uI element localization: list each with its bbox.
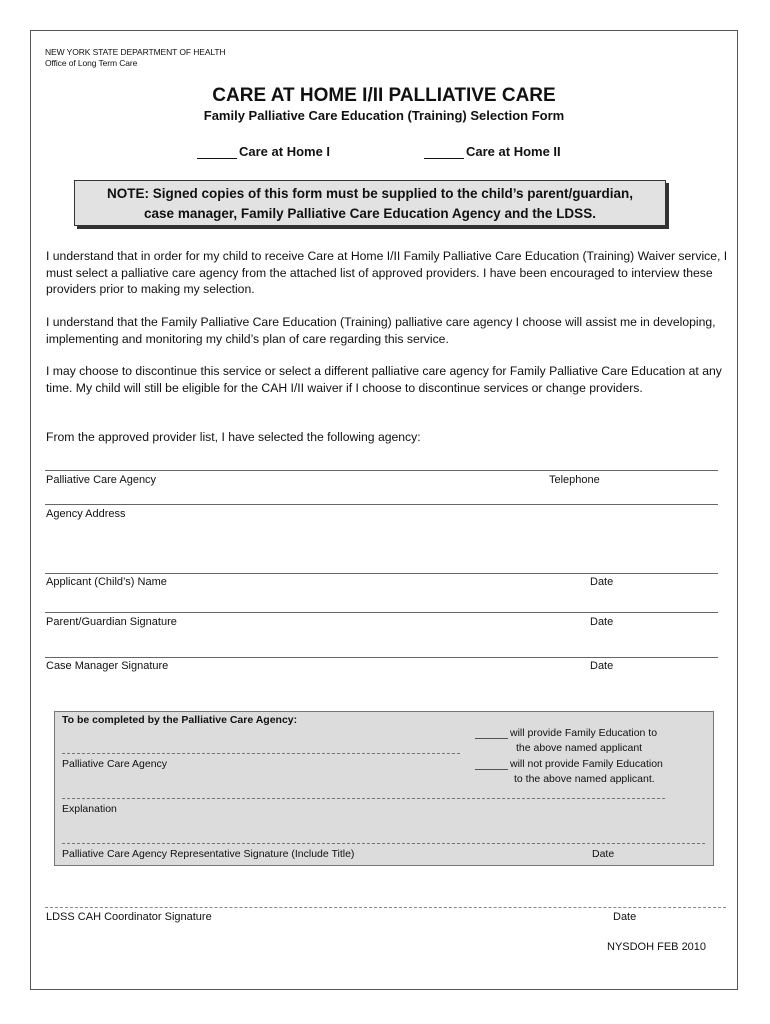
will-not-provide-option[interactable]: will not provide Family Education: [475, 758, 663, 770]
office-name: Office of Long Term Care: [45, 58, 138, 68]
form-id: NYSDOH FEB 2010: [607, 941, 707, 953]
option-care-at-home-1[interactable]: Care at Home I: [197, 144, 330, 159]
checkbox-blank[interactable]: [197, 146, 237, 159]
will-provide-line-2: the above named applicant: [516, 742, 643, 754]
case-manager-signature-line[interactable]: [45, 657, 718, 658]
date-label-3: Date: [590, 660, 614, 672]
box-date-label: Date: [592, 848, 615, 860]
checkbox-blank[interactable]: [475, 728, 508, 739]
date-label-2: Date: [590, 616, 614, 628]
case-manager-signature-label: Case Manager Signature: [46, 660, 169, 672]
rep-signature-label: Palliative Care Agency Representative Signature (Include Title): [62, 848, 355, 860]
paragraph-1: I understand that in order for my child to receive Care at Home I/II Family Palliative Care Education (Training) Waiver service, I must select a palliative care agency from the attached list of approved providers. I have been encouraged to interview these providers prior to making my selection.: [46, 249, 728, 296]
agency-line[interactable]: [45, 470, 718, 471]
box-agency-line[interactable]: [62, 753, 460, 754]
agency-label: Palliative Care Agency: [46, 474, 157, 486]
agency-box-heading: To be completed by the Palliative Care Agency:: [62, 714, 298, 726]
checkbox-blank[interactable]: [475, 759, 508, 770]
box-agency-label: Palliative Care Agency: [62, 758, 168, 770]
page-title: CARE AT HOME I/II PALLIATIVE CARE: [212, 85, 556, 106]
form-subtitle: Family Palliative Care Education (Training) Selection Form: [203, 108, 565, 123]
paragraph-3: I may choose to discontinue this service or select a different palliative care agency for Family Palliative Care Education at any time. My child will still be eligible for the CAH I/II waiver if I choose to discontinue services or change providers.: [46, 364, 722, 395]
will-not-provide-line-2: to the above named applicant.: [514, 773, 655, 785]
parent-signature-label: Parent/Guardian Signature: [46, 616, 177, 628]
child-name-label: Applicant (Child’s) Name: [46, 576, 167, 588]
note-line-2: case manager, Family Palliative Care Education Agency and the LDSS.: [144, 206, 596, 221]
checkbox-blank[interactable]: [424, 146, 464, 159]
paragraph-2: I understand that the Family Palliative Care Education (Training) palliative care agency I choose will assist me in developing, implementing and monitoring my child’s plan of care regarding this service.: [46, 315, 716, 346]
explanation-line[interactable]: [62, 798, 665, 799]
date-label-1: Date: [590, 576, 614, 588]
telephone-label: Telephone: [549, 474, 600, 486]
child-name-line[interactable]: [45, 573, 718, 574]
rep-signature-line[interactable]: [62, 843, 705, 844]
option-care-at-home-2[interactable]: Care at Home II: [424, 144, 561, 159]
form-page: [30, 30, 738, 990]
ldss-signature-label: LDSS CAH Coordinator Signature: [46, 911, 212, 923]
department-name: NEW YORK STATE DEPARTMENT OF HEALTH: [45, 47, 226, 57]
ldss-signature-line[interactable]: [45, 907, 726, 908]
will-provide-option[interactable]: will provide Family Education to: [475, 727, 657, 739]
note-box: [74, 180, 666, 226]
parent-signature-line[interactable]: [45, 612, 718, 613]
explanation-label: Explanation: [62, 803, 117, 815]
note-line-1: NOTE: Signed copies of this form must be supplied to the child’s parent/guardian,: [106, 186, 634, 201]
agency-completion-box: [54, 711, 714, 866]
paragraph-4: From the approved provider list, I have selected the following agency:: [46, 430, 421, 444]
address-label: Agency Address: [46, 508, 126, 520]
address-line[interactable]: [45, 504, 718, 505]
ldss-date-label: Date: [613, 911, 637, 923]
